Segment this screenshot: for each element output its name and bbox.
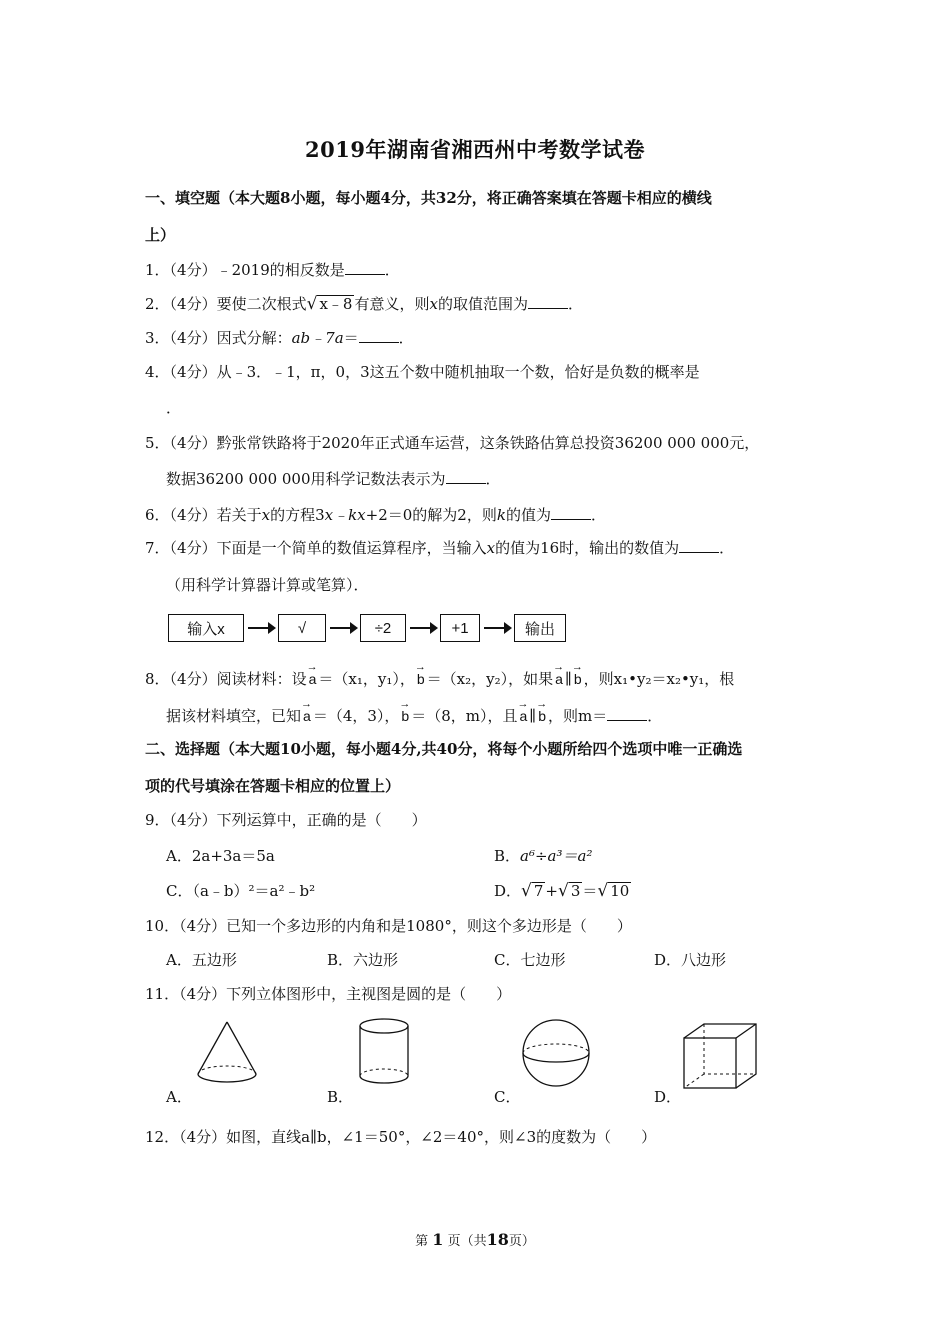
cone-figure [192,1018,262,1088]
question-4: 4．（4分）从﹣3．﹣1，π，0，3这五个数中随机抽取一个数，恰好是负数的概率是 [145,363,700,381]
page-footer: 第 1 页（共18页） [415,1230,535,1249]
q10-option-a: A．五边形 [166,951,237,969]
question-4-cont: ． [166,399,182,417]
q11-option-c: C． [494,1088,521,1106]
sphere-figure [518,1015,594,1091]
q9-option-c: C．（a﹣b）²＝a²﹣b² [166,882,316,900]
question-5: 5．（4分）黔张常铁路将于2020年正式通车运营，这条铁路估算总投资36200 000 000元， [145,434,760,452]
q10-option-c: C．七边形 [494,951,566,969]
q11-option-b: B． [327,1088,354,1106]
flow-sqrt-box: √ [278,614,326,642]
question-9: 9．（4分）下列运算中，正确的是（ ） [145,811,427,829]
flow-output-box: 输出 [514,614,566,642]
section1-heading: 一、填空题（本大题8小题，每小题4分，共32分，将正确答案填在答题卡相应的横线 上） [145,189,712,244]
cube-figure [680,1020,762,1092]
flow-input-box: 输入x [168,614,244,642]
question-12: 12．（4分）如图，直线a∥b，∠1＝50°，∠2＝40°，则∠3的度数为（ ） [145,1128,657,1146]
flow-divide-box: ÷2 [360,614,406,642]
flow-arrow [248,627,274,629]
flow-arrow [484,627,510,629]
flow-plus-box: +1 [440,614,480,642]
question-8-cont: 据该材料填空，已知→ a ＝（4，3），→ b ＝（8，m），且→ a ∥→ b ，则m＝ ． [166,705,662,727]
question-7: 7．（4分）下面是一个简单的数值运算程序，当输入x的值为16时，输出的数值为 ． [145,539,735,557]
program-flowchart [168,612,566,644]
flow-arrow [410,627,436,629]
q11-option-a: A． [166,1088,192,1106]
question-5-cont: 数据36200 000 000用科学记数法表示为 ． [166,470,501,488]
q9-option-b: B．a⁶÷a³＝a² [494,847,593,865]
q9-option-a: A．2a+3a＝5a [166,847,275,865]
exam-title: 2019年湖南省湘西州中考数学试卷 [305,137,645,162]
question-7-cont: （用科学计算器计算或笔算）． [166,576,369,594]
q11-option-d: D． [654,1088,682,1106]
q10-option-d: D．八边形 [654,951,727,969]
q9-option-d: D．√ 7 +√ 3 ＝√ 10 [494,881,630,901]
q10-option-b: B．六边形 [327,951,399,969]
question-8: 8．（4分）阅读材料：设→ a ＝（x₁，y₁），→ b ＝（x₂，y₂），如果→ a ∥→ b ，则x₁•y₂＝x₂•y₁，根 [145,668,815,690]
question-2: 2．（4分）要使二次根式√ x﹣8 有意义，则x的取值范围为 ． [145,294,583,314]
question-10: 10．（4分）已知一个多边形的内角和是1080°，则这个多边形是（ ） [145,917,632,935]
question-6: 6．（4分）若关于x的方程3x﹣kx+2＝0的解为2，则k的值为 ． [145,506,606,524]
question-1: 1．（4分）﹣2019的相反数是 ． [145,261,400,279]
section2-heading: 二、选择题（本大题10小题，每小题4分,共40分，将每个小题所给四个选项中唯一正确选 项的代号填涂在答题卡相应的位置上） [145,740,743,795]
radical-expression: x﹣8 [319,295,353,313]
flow-arrow [330,627,356,629]
question-3: 3．（4分）因式分解：ab﹣7a＝ ． [145,329,414,347]
cylinder-figure [354,1016,414,1088]
question-11: 11．（4分）下列立体图形中，主视图是圆的是（ ） [145,985,512,1003]
